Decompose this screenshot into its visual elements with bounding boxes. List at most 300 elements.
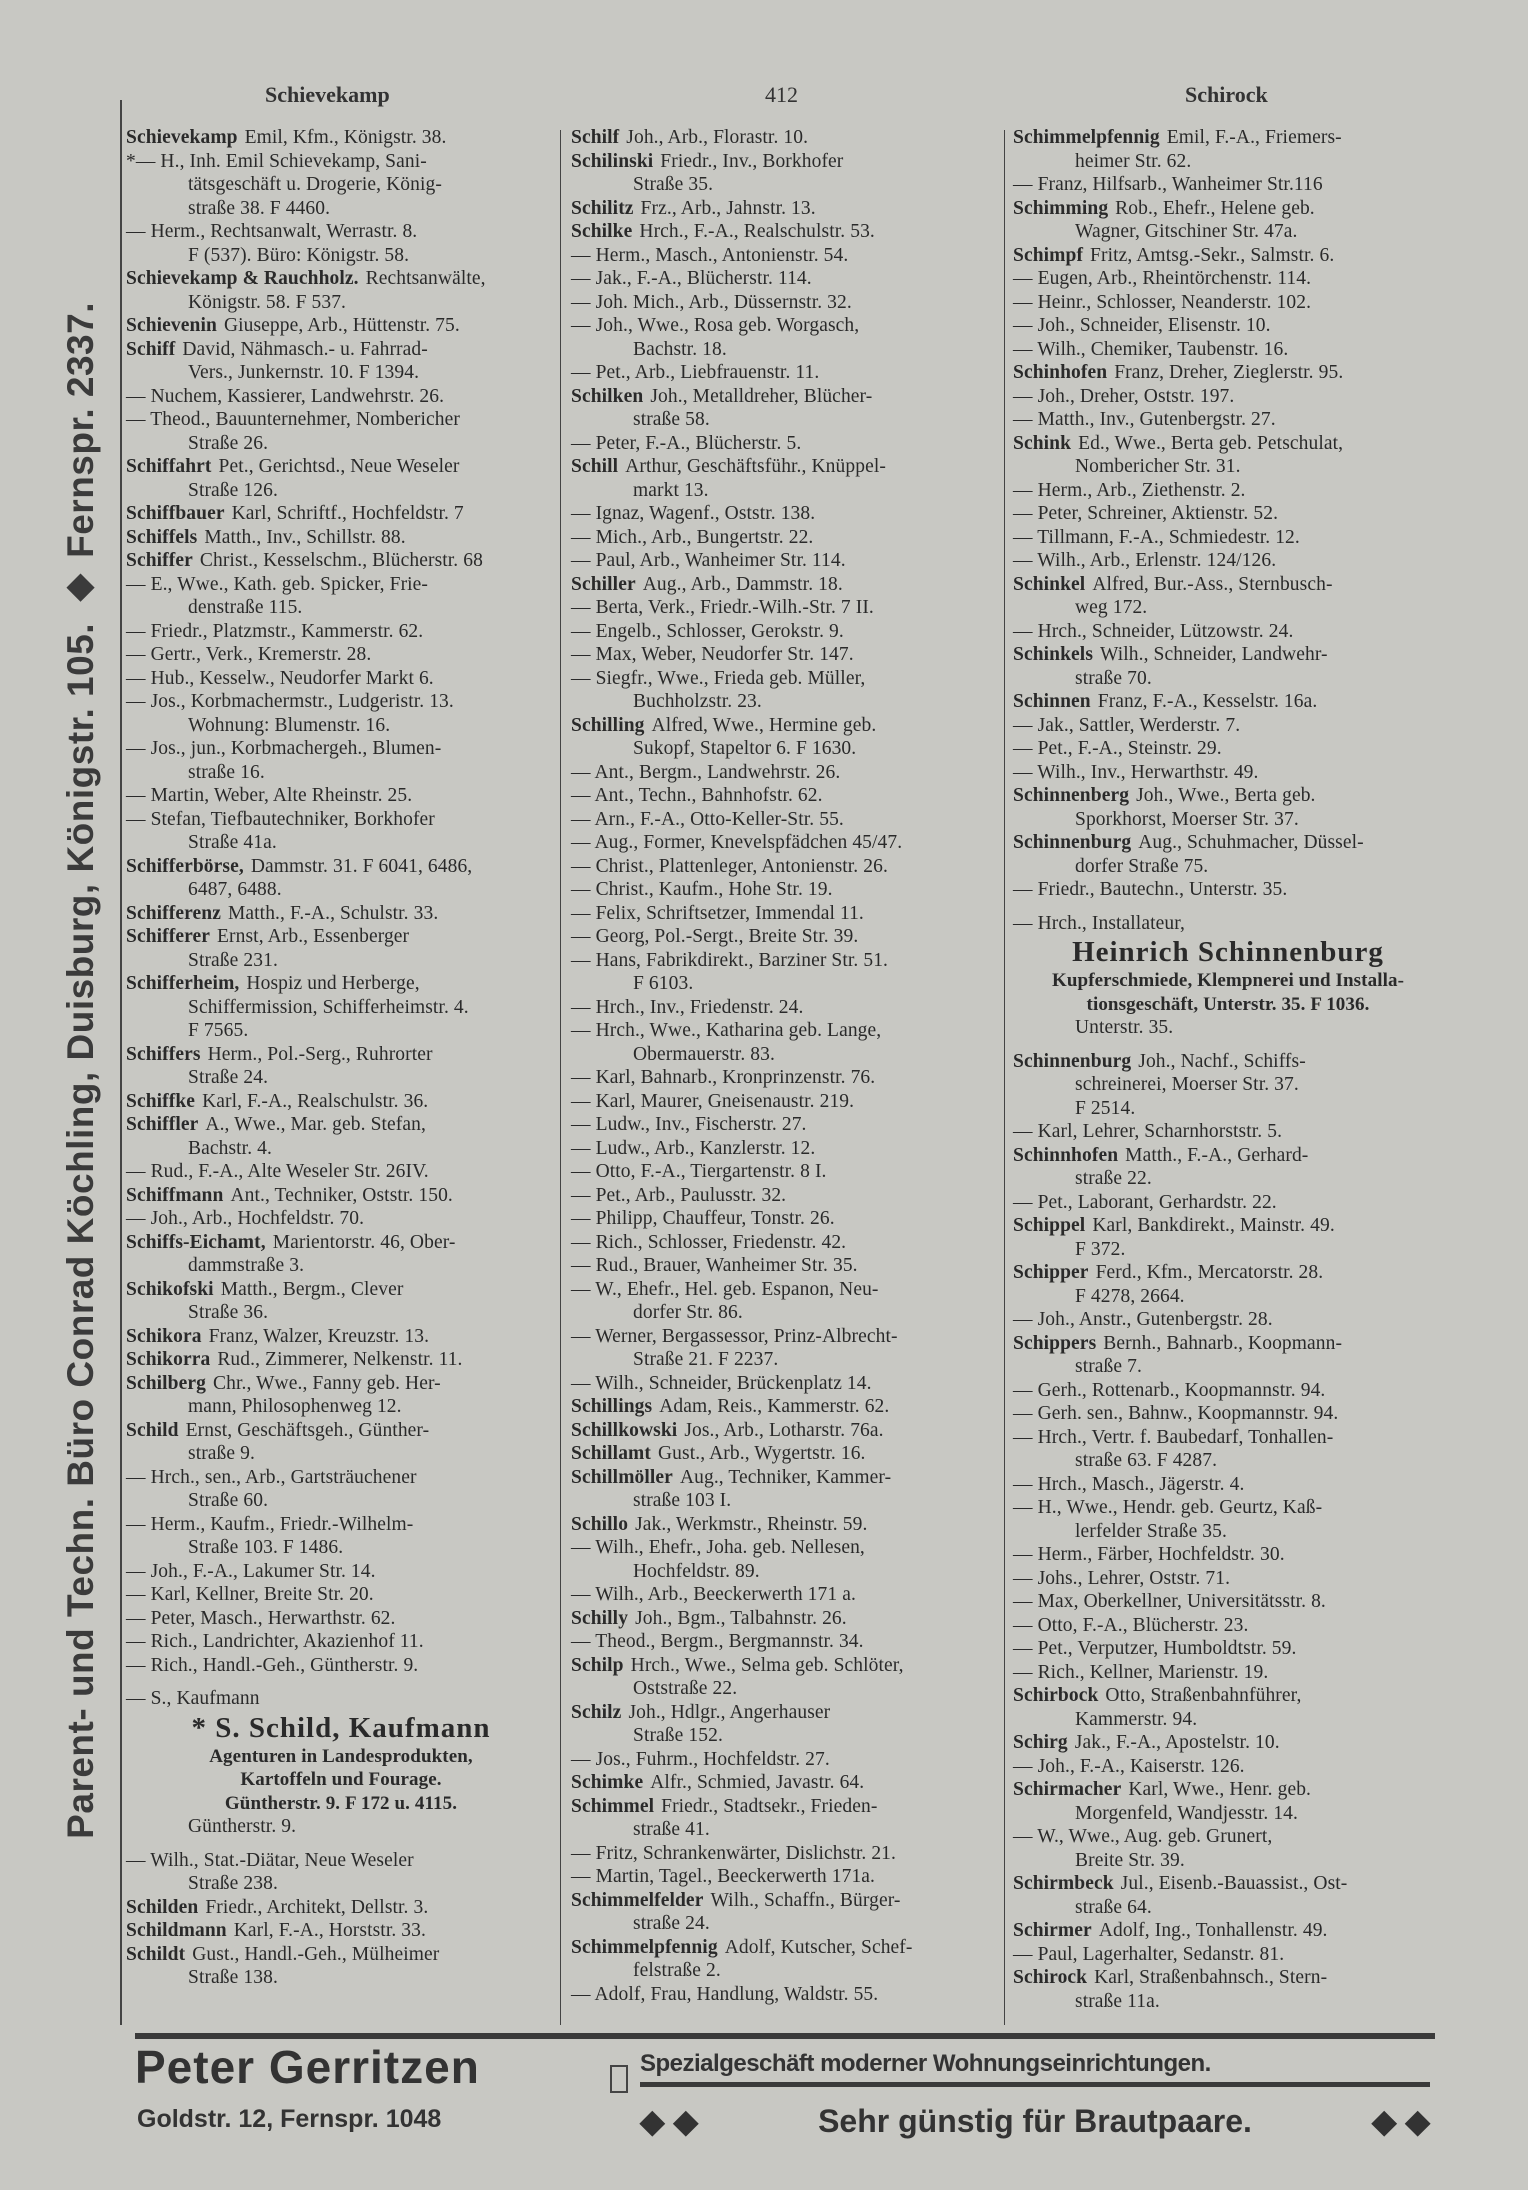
- directory-entry: [571, 1395, 1001, 1419]
- directory-entry: [571, 784, 1001, 808]
- entry-surname: Schiffahrt: [126, 456, 212, 477]
- directory-entry: [1013, 385, 1443, 409]
- entry-text: — Friedr., Platzmstr., Kammerstr. 62.: [126, 620, 424, 642]
- entry-text: Joh., Arb., Florastr. 10.: [626, 127, 809, 148]
- entry-text: — Wilh., Inv., Herwarthstr. 49.: [1013, 761, 1259, 783]
- entry-text: straße 103 I.: [633, 1490, 732, 1511]
- directory-entry: [571, 1936, 1001, 1983]
- directory-entry: [1013, 620, 1443, 644]
- entry-text: — Ant., Techn., Bahnhofstr. 62.: [571, 785, 823, 806]
- directory-entry: [571, 502, 1001, 526]
- entry-surname: Schiffmann: [126, 1184, 224, 1206]
- entry-line: [126, 1442, 556, 1466]
- entry-line: [1013, 1943, 1443, 1967]
- directory-entry: [1013, 737, 1443, 761]
- entry-line: [571, 502, 1001, 526]
- entry-text: Obermauerstr. 83.: [633, 1043, 775, 1065]
- directory-entry: [126, 972, 556, 1043]
- entry-text: — Herm., Färber, Hochfeldstr. 30.: [1013, 1544, 1285, 1565]
- entry-surname: Schimmelfelder: [571, 1889, 704, 1911]
- entry-line: [571, 1231, 1001, 1255]
- directory-entry: [126, 1184, 556, 1208]
- entry-text: Straße 36.: [188, 1302, 269, 1323]
- entry-line: [126, 338, 556, 362]
- directory-entry: [126, 667, 556, 691]
- entry-surname: Schilling: [571, 714, 645, 736]
- directory-entry: [571, 996, 1001, 1020]
- directory-entry: [571, 1583, 1001, 1607]
- entry-text: Kammerstr. 94.: [1075, 1708, 1198, 1730]
- entry-line: [126, 1607, 556, 1631]
- directory-entry: [1013, 1637, 1443, 1661]
- directory-entry: [126, 502, 556, 526]
- entry-text: straße 7.: [1075, 1356, 1142, 1377]
- entry-line: [126, 314, 556, 338]
- entry-line: [126, 690, 556, 714]
- entry-text: — Otto, F.-A., Blücherstr. 23.: [1013, 1614, 1249, 1636]
- entry-text: — Georg, Pol.-Sergt., Breite Str. 39.: [571, 926, 859, 947]
- directory-entry: [1013, 1755, 1443, 1779]
- directory-entry: [571, 1513, 1001, 1537]
- footer-ad-specialty: Spezialgeschäft moderner Wohnungseinrichtungen.: [640, 2050, 1430, 2087]
- entry-text: Karl, F.-A., Realschulstr. 36.: [202, 1090, 429, 1112]
- entry-text: Straße 60.: [188, 1490, 269, 1511]
- entry-text: — Karl, Lehrer, Scharnhorststr. 5.: [1013, 1121, 1283, 1142]
- directory-entry: [571, 667, 1001, 714]
- entry-surname: Schipper: [1013, 1262, 1089, 1283]
- entry-text: — Wilh., Chemiker, Taubenstr. 16.: [1013, 338, 1289, 360]
- entry-text: Hospiz und Herberge,: [246, 973, 420, 994]
- directory-entry: [126, 1896, 556, 1920]
- entry-text: Jul., Eisenb.-Bauassist., Ost-: [1120, 1873, 1348, 1894]
- entry-text: Matth., Inv., Schillstr. 88.: [204, 526, 406, 548]
- footer-rule: [135, 2033, 1435, 2039]
- entry-line: [571, 1466, 1001, 1490]
- entry-text: Straße 103. F 1486.: [188, 1537, 344, 1558]
- entry-text: Pet., Gerichtsd., Neue Weseler: [218, 456, 460, 477]
- entry-text: — Jos., Fuhrm., Hochfeldstr. 27.: [571, 1748, 830, 1770]
- entry-surname: Schiff: [126, 338, 176, 360]
- entry-line: [126, 1043, 556, 1067]
- column-divider: [1004, 130, 1005, 2025]
- entry-text: — W., Ehefr., Hel. geb. Espanon, Neu-: [571, 1278, 879, 1300]
- footer-ad-address: Goldstr. 12, Fernspr. 1048: [137, 2105, 442, 2133]
- entry-line: [126, 549, 556, 573]
- entry-line: [571, 1325, 1001, 1349]
- entry-line: [1013, 912, 1443, 936]
- directory-entry: [571, 432, 1001, 456]
- entry-line: [126, 1966, 556, 1990]
- directory-entry: [571, 1090, 1001, 1114]
- directory-entry: [126, 1513, 556, 1560]
- directory-column-1: [126, 126, 556, 1990]
- entry-line: [571, 784, 1001, 808]
- entry-line: [571, 1889, 1001, 1913]
- entry-line: [126, 1419, 556, 1443]
- entry-line: [1013, 993, 1443, 1017]
- entry-line: [571, 1818, 1001, 1842]
- directory-entry: [571, 714, 1001, 761]
- entry-text: Adam, Reis., Kammerstr. 62.: [659, 1396, 890, 1417]
- entry-line: [1013, 1990, 1443, 2014]
- entry-surname: Schink: [1013, 432, 1072, 454]
- entry-line: [571, 1419, 1001, 1443]
- entry-text: — Hans, Fabrikdirekt., Barziner Str. 51.: [571, 949, 889, 971]
- directory-entry: [571, 1137, 1001, 1161]
- entry-line: [126, 479, 556, 503]
- entry-line: [571, 1066, 1001, 1090]
- directory-entry: [126, 267, 556, 314]
- entry-text: 6487, 6488.: [188, 879, 282, 900]
- entry-text: — Hub., Kesselw., Neudorfer Markt 6.: [126, 667, 434, 689]
- entry-text: Joh., Hdlgr., Angerhauser: [628, 1701, 831, 1723]
- entry-text: straße 9.: [188, 1443, 255, 1464]
- entry-line: [571, 596, 1001, 620]
- directory-entry: [571, 361, 1001, 385]
- entry-text: Unterstr. 35.: [1075, 1017, 1174, 1038]
- directory-entry: [1013, 432, 1443, 479]
- entry-line: [126, 1943, 556, 1967]
- directory-entry: [126, 690, 556, 737]
- entry-surname: Schimmelpfennig: [571, 1936, 718, 1958]
- entry-line: [1013, 1167, 1443, 1191]
- entry-line: [126, 1768, 556, 1792]
- directory-entry: [571, 855, 1001, 879]
- directory-entry: [1013, 1567, 1443, 1591]
- entry-text: — Karl, Maurer, Gneisenaustr. 219.: [571, 1090, 855, 1112]
- entry-text: — Rich., Landrichter, Akazienhof 11.: [126, 1631, 424, 1652]
- directory-column-3: [1013, 126, 1443, 2013]
- entry-line: [1013, 1590, 1443, 1614]
- entry-text: straße 11a.: [1075, 1990, 1160, 2012]
- running-head-first-entry: Schievekamp: [265, 82, 390, 107]
- entry-text: — Ignaz, Wagenf., Oststr. 138.: [571, 503, 816, 524]
- directory-entry: [1013, 197, 1443, 244]
- entry-line: [571, 1489, 1001, 1513]
- entry-line: [1013, 808, 1443, 832]
- entry-text: Gust., Handl.-Geh., Mülheimer: [192, 1943, 440, 1965]
- entry-line: [571, 197, 1001, 221]
- entry-text: — Max, Weber, Neudorfer Str. 147.: [571, 644, 854, 665]
- entry-text: Wohnung: Blumenstr. 16.: [188, 714, 391, 736]
- directory-entry: [1013, 878, 1443, 902]
- directory-entry: [126, 1348, 556, 1372]
- directory-entry: [126, 385, 556, 409]
- entry-line: [571, 1513, 1001, 1537]
- entry-text: Vers., Junkernstr. 10. F 1394.: [188, 362, 420, 383]
- entry-line: [571, 878, 1001, 902]
- diamond-ornament-icon: ◆ ◆: [640, 2103, 699, 2139]
- entry-text: — Jos., jun., Korbmachergeh., Blumen-: [126, 738, 442, 759]
- directory-entry: [126, 150, 556, 221]
- entry-text: Rob., Ehefr., Helene geb.: [1115, 197, 1315, 219]
- entry-line: [571, 1207, 1001, 1231]
- directory-entry: [1013, 1332, 1443, 1379]
- entry-text: Ernst, Geschäftsgeh., Günther-: [185, 1419, 430, 1441]
- entry-surname: Schimke: [571, 1772, 644, 1793]
- directory-entry: [1013, 1919, 1443, 1943]
- entry-line: [126, 761, 556, 785]
- entry-line: [1013, 338, 1443, 362]
- entry-text: Wilh., Schneider, Landwehr-: [1100, 644, 1328, 665]
- entry-text: — Werner, Bergassessor, Prinz-Albrecht-: [571, 1325, 898, 1347]
- entry-line: [571, 1536, 1001, 1560]
- entry-text: F 7565.: [188, 1020, 249, 1041]
- entry-line: [126, 1301, 556, 1325]
- entry-line: [1013, 1778, 1443, 1802]
- entry-line: [126, 1919, 556, 1943]
- directory-entry: [1013, 1402, 1443, 1426]
- entry-text: — Hrch., Schneider, Lützowstr. 24.: [1013, 620, 1294, 642]
- entry-text: Oststraße 22.: [633, 1678, 738, 1699]
- directory-entry: [571, 761, 1001, 785]
- directory-entry: [571, 267, 1001, 291]
- entry-text: Hrch., F.-A., Realschulstr. 53.: [639, 221, 875, 242]
- entry-surname: Schiffbauer: [126, 503, 225, 524]
- entry-text: F 372.: [1075, 1238, 1126, 1260]
- entry-line: [571, 714, 1001, 738]
- entry-text: Schiffermission, Schifferheimstr. 4.: [188, 996, 469, 1018]
- entry-line: [1013, 1402, 1443, 1426]
- entry-text: tätsgeschäft u. Drogerie, König-: [188, 174, 442, 195]
- entry-line: [571, 737, 1001, 761]
- entry-surname: Schillkowski: [571, 1419, 678, 1441]
- entry-line: [1013, 197, 1443, 221]
- directory-entry: [126, 338, 556, 385]
- directory-entry: [1013, 1590, 1443, 1614]
- directory-entry: [1013, 1872, 1443, 1919]
- entry-line: [1013, 1567, 1443, 1591]
- directory-entry: [571, 573, 1001, 597]
- entry-surname: Schikora: [126, 1325, 202, 1347]
- entry-line: [1013, 361, 1443, 385]
- directory-entry: [571, 1184, 1001, 1208]
- entry-line: [126, 1019, 556, 1043]
- directory-entry: [571, 1466, 1001, 1513]
- directory-entry: [126, 1466, 556, 1513]
- entry-text: tionsgeschäft, Unterstr. 35. F 1036.: [1086, 993, 1370, 1015]
- directory-entry: [571, 1207, 1001, 1231]
- entry-text: Rud., Zimmerer, Nelkenstr. 11.: [217, 1349, 463, 1370]
- entry-line: [1013, 1520, 1443, 1544]
- entry-line: [571, 1724, 1001, 1748]
- footer-ad-slogan: Sehr günstig für Brautpaare.: [818, 2103, 1252, 2139]
- directory-entry: [571, 1771, 1001, 1795]
- entry-line: [126, 573, 556, 597]
- entry-text: — W., Wwe., Aug. geb. Grunert,: [1013, 1826, 1273, 1847]
- entry-text: Christ., Kesselschm., Blücherstr. 68: [199, 550, 483, 571]
- entry-text: straße 70.: [1075, 667, 1152, 689]
- entry-surname: Schifferer: [126, 926, 211, 947]
- directory-entry: [126, 526, 556, 550]
- entry-line: [126, 784, 556, 808]
- entry-text: schreinerei, Moerser Str. 37.: [1075, 1074, 1299, 1095]
- entry-text: Emil, F.-A., Friemers-: [1166, 127, 1342, 148]
- entry-text: — Felix, Schriftsetzer, Immendal 11.: [571, 902, 864, 924]
- entry-surname: Schiffke: [126, 1090, 196, 1112]
- entry-surname: Schinnenburg: [1013, 832, 1132, 853]
- directory-entry: [126, 1919, 556, 1943]
- entry-line: [1013, 1144, 1443, 1168]
- entry-text: — Ludw., Arb., Kanzlerstr. 12.: [571, 1137, 816, 1159]
- directory-entry: [571, 643, 1001, 667]
- directory-entry: [571, 314, 1001, 361]
- entry-line: [126, 1372, 556, 1396]
- entry-line: [1013, 690, 1443, 714]
- entry-line: [1013, 831, 1443, 855]
- directory-entry: [571, 1983, 1001, 2007]
- entry-text: — Tillmann, F.-A., Schmiedestr. 12.: [1013, 526, 1300, 548]
- entry-surname: Schifferbörse,: [126, 855, 244, 877]
- directory-entry: [1013, 714, 1443, 738]
- entry-line: [1013, 784, 1443, 808]
- entry-line: [1013, 1543, 1443, 1567]
- directory-entry: [571, 1654, 1001, 1701]
- entry-line: [126, 1325, 556, 1349]
- entry-text: — Hrch., Vertr. f. Baubedarf, Tonhallen-: [1013, 1426, 1334, 1448]
- entry-line: [571, 996, 1001, 1020]
- directory-entry: [126, 808, 556, 855]
- entry-line: [571, 408, 1001, 432]
- entry-line: [126, 1630, 556, 1654]
- running-head-last-entry: Schirock: [1185, 82, 1268, 107]
- entry-line: [126, 1513, 556, 1537]
- entry-text: — Christ., Kaufm., Hohe Str. 19.: [571, 879, 833, 900]
- directory-entry: [126, 855, 556, 902]
- directory-entry: [126, 1419, 556, 1466]
- entry-line: [1013, 479, 1443, 503]
- entry-line: [571, 925, 1001, 949]
- entry-text: — Nuchem, Kassierer, Landwehrstr. 26.: [126, 385, 445, 407]
- entry-line: [571, 1113, 1001, 1137]
- entry-line: [126, 432, 556, 456]
- vertical-advertisement: [52, 100, 108, 2040]
- entry-line: [571, 855, 1001, 879]
- entry-surname: Schievekamp: [126, 127, 238, 148]
- entry-text: A., Wwe., Mar. geb. Stefan,: [205, 1114, 426, 1135]
- entry-text: — S., Kaufmann: [126, 1688, 260, 1709]
- entry-text: Matth., Bergm., Clever: [220, 1278, 404, 1300]
- entry-line: [126, 996, 556, 1020]
- entry-text: straße 24.: [633, 1913, 710, 1934]
- entry-line: [1013, 1261, 1443, 1285]
- entry-text: Buchholzstr. 23.: [633, 691, 762, 712]
- directory-entry: [126, 1849, 556, 1896]
- entry-surname: Schilken: [571, 385, 644, 407]
- directory-entry: [126, 1943, 556, 1990]
- directory-entry: [126, 1231, 556, 1278]
- entry-line: [126, 1254, 556, 1278]
- entry-line: [1013, 1614, 1443, 1638]
- entry-text: Rechtsanwälte,: [365, 268, 486, 289]
- entry-text: — Paul, Lagerhalter, Sedanstr. 81.: [1013, 1943, 1285, 1965]
- entry-text: Otto, Straßenbahnführer,: [1105, 1685, 1302, 1706]
- entry-line: [571, 173, 1001, 197]
- entry-text: Straße 138.: [188, 1967, 278, 1988]
- entry-line: [1013, 1120, 1443, 1144]
- entry-surname: Schiffer: [126, 550, 193, 571]
- entry-line: [126, 408, 556, 432]
- display-advertisement: [1013, 935, 1443, 1016]
- directory-entry: [571, 596, 1001, 620]
- entry-text: Karl, F.-A., Horststr. 33.: [233, 1920, 426, 1941]
- entry-surname: Schillings: [571, 1396, 653, 1417]
- entry-text: — Hrch., Masch., Jägerstr. 4.: [1013, 1473, 1245, 1495]
- directory-entry: [571, 1066, 1001, 1090]
- entry-surname: Schirbock: [1013, 1685, 1099, 1706]
- entry-line: [571, 1184, 1001, 1208]
- entry-line: [126, 1536, 556, 1560]
- entry-line: [1013, 1214, 1443, 1238]
- directory-entry: [126, 1160, 556, 1184]
- entry-line: [126, 1113, 556, 1137]
- directory-entry: [571, 150, 1001, 197]
- entry-text: Franz, Walzer, Kreuzstr. 13.: [208, 1325, 430, 1347]
- entry-line: [126, 643, 556, 667]
- entry-line: [571, 244, 1001, 268]
- entry-line: [1013, 1073, 1443, 1097]
- entry-text: Friedr., Stadtsekr., Frieden-: [661, 1795, 878, 1817]
- directory-entry: [126, 573, 556, 620]
- page-number: 412: [765, 82, 798, 107]
- directory-entry: [1013, 1966, 1443, 2013]
- entry-line: [126, 126, 556, 150]
- entry-text: — Joh., Schneider, Elisenstr. 10.: [1013, 315, 1271, 336]
- entry-text: — Herm., Arb., Ziethenstr. 2.: [1013, 479, 1246, 501]
- directory-entry: [571, 1630, 1001, 1654]
- entry-surname: Schimmelpfennig: [1013, 127, 1160, 148]
- directory-entry: [571, 1278, 1001, 1325]
- entry-surname: Schippers: [1013, 1332, 1097, 1354]
- entry-line: [571, 1137, 1001, 1161]
- entry-text: — Joh., Arb., Hochfeldstr. 70.: [126, 1208, 365, 1229]
- entry-text: — Wilh., Arb., Erlenstr. 124/126.: [1013, 550, 1277, 571]
- directory-entry: [1013, 267, 1443, 291]
- directory-entry: [571, 1442, 1001, 1466]
- entry-text: *— H., Inh. Emil Schievekamp, Sani-: [126, 150, 427, 172]
- entry-line: [126, 1066, 556, 1090]
- entry-text: Matth., F.-A., Gerhard-: [1125, 1144, 1309, 1166]
- directory-entry: [1013, 1120, 1443, 1144]
- directory-column-2: [571, 126, 1001, 2006]
- entry-line: [571, 1607, 1001, 1631]
- entry-surname: Schifferenz: [126, 902, 221, 924]
- entry-line: [1013, 1637, 1443, 1661]
- entry-line: [126, 972, 556, 996]
- entry-text: Aug., Schuhmacher, Düssel-: [1138, 832, 1364, 853]
- entry-text: — Wilh., Schneider, Brückenplatz 14.: [571, 1372, 872, 1394]
- entry-text: Dammstr. 31. F 6041, 6486,: [250, 855, 473, 877]
- entry-line: [126, 1395, 556, 1419]
- directory-entry: [1013, 1543, 1443, 1567]
- entry-surname: Schimpf: [1013, 244, 1084, 266]
- entry-surname: Schilinski: [571, 150, 654, 172]
- entry-line: [126, 1560, 556, 1584]
- entry-line: [1013, 1731, 1443, 1755]
- entry-line: [126, 361, 556, 385]
- entry-text: Morgenfeld, Wandjesstr. 14.: [1075, 1802, 1299, 1824]
- entry-surname: Schimming: [1013, 197, 1109, 219]
- directory-entry: [1013, 643, 1443, 690]
- entry-line: [126, 1137, 556, 1161]
- entry-text: Agenturen in Landesprodukten,: [209, 1745, 473, 1767]
- directory-entry: [571, 1372, 1001, 1396]
- entry-text: weg 172.: [1075, 597, 1148, 618]
- entry-line: [126, 502, 556, 526]
- entry-line: [1013, 714, 1443, 738]
- entry-line: [1013, 1449, 1443, 1473]
- entry-surname: Schilitz: [571, 197, 634, 219]
